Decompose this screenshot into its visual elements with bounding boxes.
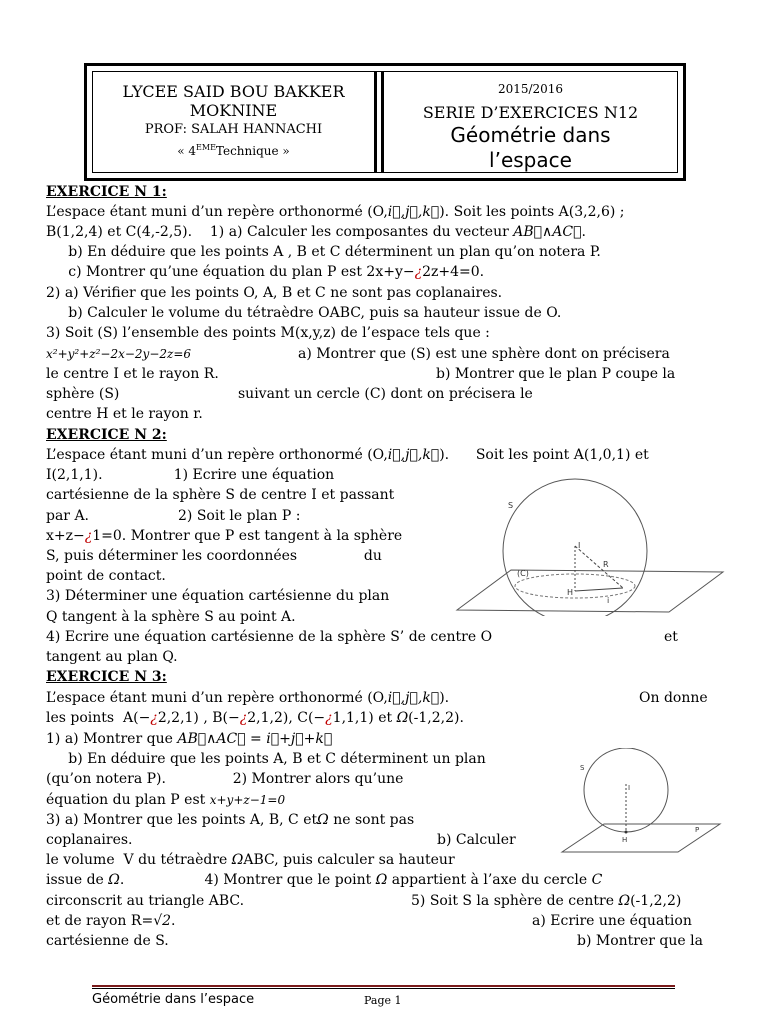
ex1-line-6: b) Calculer le volume du tétraèdre OABC, puis sa hauteur issue de O. xyxy=(46,305,562,321)
header-box xyxy=(84,63,686,181)
plane-equation: x+y+z−1=0 xyxy=(209,793,286,807)
exercise-3-title: EXERCICE N 3: xyxy=(46,669,167,685)
ex3-line-8a: coplanaires. xyxy=(46,832,133,848)
ex3-line-3 xyxy=(46,729,332,749)
level-prefix: « 4 xyxy=(177,144,197,158)
omega: Ω xyxy=(396,710,409,726)
mark: ¿ xyxy=(325,710,333,726)
ex3-l9b: ABC, puis calculer sa hauteur xyxy=(243,852,455,868)
ex3-l7b: ne sont pas xyxy=(328,812,415,828)
radius-r xyxy=(575,546,623,588)
label-i: I xyxy=(628,784,631,792)
ex1-line-8b: a) Montrer que (S) est une sphère dont on précisera xyxy=(298,346,670,362)
ex1-line-1 xyxy=(46,202,625,222)
omega: Ω xyxy=(231,852,244,868)
school-name-line1: LYCEE SAID BOU BAKKER xyxy=(122,82,345,101)
page-number: Page 1 xyxy=(364,994,402,1007)
ex1-line-10b: suivant un cercle (C) dont on précisera le xyxy=(238,386,533,402)
ex1-l4b: 2z+4=0. xyxy=(422,264,485,280)
series-title: SERIE D’EXERCICES N12 xyxy=(422,103,639,122)
ex2-l1b: ). Soit les point A(1,0,1) et xyxy=(439,447,649,463)
ex2-line-4: par A. 2) Soit le plan P : xyxy=(46,508,301,524)
omega: Ω xyxy=(317,812,329,828)
ex3-l10c: appartient à l’axe du cercle xyxy=(387,872,592,888)
header-left xyxy=(93,82,374,159)
ex3-line-10 xyxy=(46,870,602,890)
ex3-l6a: équation du plan P est xyxy=(46,792,210,808)
label-h: H xyxy=(622,836,628,844)
ex3-l10b: . 4) Montrer que le point xyxy=(119,872,376,888)
ex1-l2a: B(1,2,4) et C(4,-2,5). 1) a) Calculer les composantes du vecteur xyxy=(46,224,514,240)
ex3-line-4: b) En déduire que les points A, B et C déterminent un plan xyxy=(46,751,486,767)
ex3-l11b: 5) Soit S la sphère de centre xyxy=(411,893,619,909)
class-level xyxy=(93,140,374,159)
ex1-l1b: ). Soit les points A(3,2,6) ; xyxy=(439,204,625,220)
ijk-sum: i⃗+j⃗+k⃗ xyxy=(266,731,333,747)
footer-title: Géométrie dans l’espace xyxy=(92,992,255,1007)
label-s: S xyxy=(508,501,514,510)
label-h: H xyxy=(567,588,574,597)
header-divider xyxy=(374,72,384,172)
ex1-l4a: c) Montrer qu’une équation du plan P est 2x+y− xyxy=(46,264,415,280)
ex3-l2a: les points A(− xyxy=(46,710,151,726)
omega: Ω xyxy=(108,872,120,888)
ex2-l5-mark: ¿ xyxy=(84,528,93,544)
ex3-l10a: issue de xyxy=(46,872,109,888)
label-s: S xyxy=(580,764,585,772)
ex2-line-2: I(2,1,1). 1) Ecrire une équation xyxy=(46,467,335,483)
ex2-line-10a: 4) Ecrire une équation cartésienne de la sphère S’ de centre O xyxy=(46,629,493,645)
footer-rule xyxy=(92,985,675,987)
frame-vectors: i⃗,j⃗,k⃗ xyxy=(387,447,440,463)
ex2-line-7: point de contact. xyxy=(46,568,166,584)
label-c: (C) xyxy=(517,569,529,578)
frame-vectors: i⃗,j⃗,k⃗ xyxy=(387,690,440,706)
mark: ¿ xyxy=(239,710,248,726)
footer-rule-thin xyxy=(92,988,675,989)
ex2-line-3: cartésienne de la sphère S de centre I et passant xyxy=(46,487,395,503)
ex3-line-1c: On donne xyxy=(639,690,708,706)
ex3-l1b: ). xyxy=(439,690,450,706)
cross-product: AB⃗∧AC⃗ xyxy=(513,224,582,240)
ex3-line-9 xyxy=(46,850,455,870)
ex3-l11c: (-1,2,2) xyxy=(630,893,682,909)
ex2-line-10b: et xyxy=(664,629,678,645)
ex1-l4-mark: ¿ xyxy=(414,264,423,280)
ex1-line-9a: le centre I et le rayon R. xyxy=(46,366,219,382)
ex3-l2d: 1,1,1) et xyxy=(332,710,397,726)
ex3-line-6 xyxy=(46,790,285,810)
tangent-sphere-figure xyxy=(560,748,725,853)
circle-c-symbol: C xyxy=(591,872,603,888)
ex1-l1a: L’espace étant muni d’un repère orthonormé (O, xyxy=(46,204,388,220)
ex2-line-9: Q tangent à la sphère S au point A. xyxy=(46,609,296,625)
ex1-line-9b: b) Montrer que le plan P coupe la xyxy=(436,366,676,382)
ex3-l7a: 3) a) Montrer que les points A, B, C et xyxy=(46,812,318,828)
ex2-line-11: tangent au plan Q. xyxy=(46,649,178,665)
teacher-name: PROF: SALAH HANNACHI xyxy=(144,122,323,137)
school-year: 2015/2016 xyxy=(497,82,564,96)
ex1-line-11: centre H et le rayon r. xyxy=(46,406,203,422)
ex3-line-1 xyxy=(46,688,449,708)
topic-line1: Géométrie dans xyxy=(450,123,611,147)
ex3-line-2 xyxy=(46,708,464,728)
label-i: I xyxy=(578,541,581,550)
point-h xyxy=(625,831,628,834)
topic-line2: l’espace xyxy=(489,148,572,172)
omega: Ω xyxy=(618,893,631,909)
school-name-line2: MOKNINE xyxy=(189,101,278,120)
ex3-l2e: (-1,2,2). xyxy=(408,710,464,726)
ex3-l9a: le volume V du tétraèdre xyxy=(46,852,232,868)
ex3-line-11a: circonscrit au triangle ABC. xyxy=(46,893,245,909)
frame-vectors: i⃗,j⃗,k⃗ xyxy=(387,204,440,220)
level-sup: EME xyxy=(196,143,216,152)
ex1-line-5: 2) a) Vérifier que les points O, A, B et C ne sont pas coplanaires. xyxy=(46,285,503,301)
radius-small-r xyxy=(575,588,623,591)
ex3-l12a: et de rayon R= xyxy=(46,913,154,929)
ex3-line-12a xyxy=(46,911,175,931)
ex1-line-10a: sphère (S) xyxy=(46,386,120,402)
ex1-line-7: 3) Soit (S) l’ensemble des points M(x,y,z) de l’espace tels que : xyxy=(46,325,490,341)
ex2-l5b: 1=0. Montrer que P est tangent à la sphère xyxy=(92,528,403,544)
ex3-l3eq: = xyxy=(245,731,267,747)
ex3-l2b: 2,2,1) , B(− xyxy=(157,710,240,726)
header-inner-frame xyxy=(92,71,678,173)
ex3-line-5: (qu’on notera P). 2) Montrer alors qu’une xyxy=(46,771,404,787)
ex3-l3a: 1) a) Montrer que xyxy=(46,731,178,747)
level-suffix: Technique » xyxy=(215,144,290,158)
label-r: R xyxy=(603,560,609,569)
ex3-line-8b: b) Calculer xyxy=(437,832,516,848)
header-right xyxy=(384,82,677,173)
ex3-line-13a: cartésienne de S. xyxy=(46,933,169,949)
ex3-l2c: 2,1,2), C(− xyxy=(247,710,326,726)
ex2-l5a: x+z− xyxy=(46,528,85,544)
plane-outline xyxy=(457,570,723,612)
ex2-line-5 xyxy=(46,526,402,546)
label-p: P xyxy=(695,826,700,834)
ex3-l12c: . xyxy=(171,913,176,929)
ex3-line-12d: a) Ecrire une équation xyxy=(532,913,692,929)
ex2-line-6: S, puis déterminer les coordonnées du xyxy=(46,548,382,564)
mark: ¿ xyxy=(150,710,158,726)
ex3-line-11b xyxy=(411,891,681,911)
sphere-plane-figure xyxy=(455,476,725,616)
cross-product: AB⃗∧AC⃗ xyxy=(177,731,246,747)
ex3-l1a: L’espace étant muni d’un repère orthonormé (O, xyxy=(46,690,388,706)
ex2-line-1 xyxy=(46,445,649,465)
label-small-i: i xyxy=(607,596,610,605)
sqrt-two: √2 xyxy=(153,913,172,929)
omega: Ω xyxy=(375,872,388,888)
ex1-line-2: B(1,2,4) et C(4,-2,5). 1) a) Calculer les composantes du vecteur AB⃗∧AC⃗. xyxy=(46,224,586,240)
exercise-1-title: EXERCICE N 1: xyxy=(46,184,167,200)
sphere-equation: x²+y²+z²−2x−2y−2z=6 xyxy=(46,347,192,361)
ex2-line-8: 3) Déterminer une équation cartésienne du plan xyxy=(46,588,390,604)
ex2-l1a: L’espace étant muni d’un repère orthonormé (O, xyxy=(46,447,388,463)
ex1-line-3: b) En déduire que les points A , B et C déterminent un plan qu’on notera P. xyxy=(46,244,601,260)
ex1-line-4 xyxy=(46,262,484,282)
exercise-2-title: EXERCICE N 2: xyxy=(46,427,167,443)
ex3-line-7 xyxy=(46,810,414,830)
ex3-line-13b: b) Montrer que la xyxy=(577,933,703,949)
